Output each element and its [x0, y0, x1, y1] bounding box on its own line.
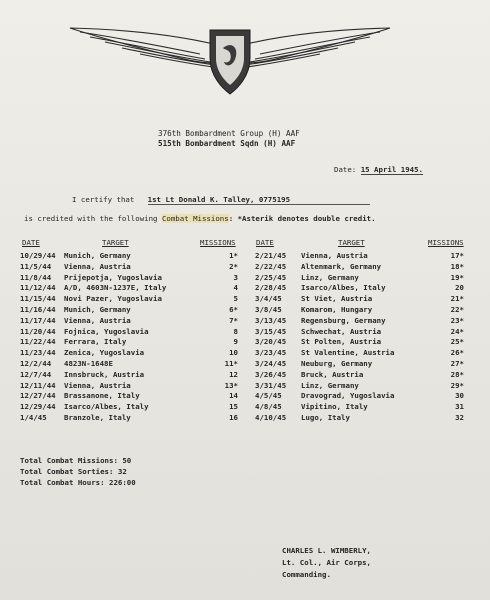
- mission-number: 11*: [224, 358, 238, 368]
- officer-name: 1st Lt Donald K. Talley, 0775195: [148, 195, 370, 205]
- mission-date: 10/29/44: [20, 251, 56, 260]
- mission-date: 11/22/44: [20, 337, 56, 347]
- mission-date: 3/26/45: [255, 369, 287, 379]
- mission-target: Vipitino, Italy: [301, 402, 368, 412]
- mission-number: 2*: [229, 261, 238, 271]
- mission-number: 25*: [450, 337, 464, 347]
- header-date: DATE: [22, 238, 40, 247]
- mission-target: 4823N-1648E: [64, 358, 113, 368]
- mission-target: Vienna, Austria: [64, 261, 131, 271]
- mission-number: 22*: [450, 304, 464, 314]
- mission-date: 11/12/44: [20, 283, 56, 293]
- credited-line: [24, 214, 376, 223]
- mission-target: Schwechat, Austria: [301, 326, 382, 336]
- mission-date: 2/21/45: [255, 251, 287, 260]
- signer-name: CHARLES L. WIMBERLY,: [282, 546, 371, 555]
- mission-target: Zenica, Yugoslavia: [64, 348, 145, 358]
- mission-date: 3/15/45: [255, 326, 287, 336]
- mission-target: Munich, Germany: [64, 251, 131, 260]
- mission-date: 12/27/44: [20, 391, 56, 401]
- mission-date: 12/7/44: [20, 369, 52, 379]
- mission-target: Isarco/Albes, Italy: [301, 283, 386, 293]
- mission-number: 5: [233, 294, 238, 304]
- mission-date: 11/23/44: [20, 348, 56, 358]
- mission-number: 27*: [450, 358, 464, 368]
- mission-number: 30: [455, 391, 464, 401]
- mission-number: 6*: [229, 304, 238, 314]
- mission-number: 17*: [450, 251, 464, 260]
- mission-date: 4/10/45: [255, 412, 287, 422]
- header-missions-2: MISSIONS: [428, 238, 464, 247]
- mission-number: 21*: [450, 294, 464, 304]
- mission-number: 14: [229, 391, 238, 401]
- mission-number: 12: [229, 369, 238, 379]
- credited-text: is credited with the following: [24, 214, 158, 223]
- signer-role: Commanding.: [282, 570, 331, 579]
- certify-prefix: I certify that: [72, 195, 135, 204]
- air-corps-wings-emblem: [60, 8, 400, 100]
- mission-target: Vienna, Austria: [64, 380, 131, 390]
- mission-target: Novi Pazer, Yugoslavia: [64, 294, 162, 304]
- mission-target: Munich, Germany: [64, 304, 131, 314]
- mission-target: Regensburg, Germany: [301, 315, 386, 325]
- mission-number: 9: [233, 337, 238, 347]
- mission-number: 13*: [224, 380, 238, 390]
- mission-date: 1/4/45: [20, 412, 47, 422]
- mission-date: 2/28/45: [255, 283, 287, 293]
- document-date: 15 April 1945.: [360, 165, 423, 174]
- date-label: Date:: [334, 165, 357, 174]
- mission-date: 3/20/45: [255, 337, 287, 347]
- mission-target: Fojnica, Yugoslavia: [64, 326, 149, 336]
- mission-date: 3/4/45: [255, 294, 282, 304]
- left-target-column: [64, 251, 222, 424]
- mission-target: Linz, Germany: [301, 272, 359, 282]
- mission-date: 11/15/44: [20, 294, 56, 304]
- mission-target: Ferrara, Italy: [64, 337, 127, 347]
- header-date-2: DATE: [256, 238, 274, 247]
- mission-date: 3/13/45: [255, 315, 287, 325]
- mission-number: 20: [455, 283, 464, 293]
- mission-date: 2/25/45: [255, 272, 287, 282]
- mission-target: Dravograd, Yugoslavia: [301, 391, 395, 401]
- mission-number: 4: [233, 283, 238, 293]
- mission-number: 24*: [450, 326, 464, 336]
- mission-number: 7*: [229, 315, 238, 325]
- mission-target: Lugo, Italy: [301, 412, 350, 422]
- mission-number: 1*: [229, 251, 238, 260]
- mission-target: Brassanone, Italy: [64, 391, 140, 401]
- squadron-heading: 515th Bombardment Sqdn (H) AAF: [158, 139, 296, 148]
- mission-target: Bruck, Austria: [301, 369, 364, 379]
- mission-number: 3: [233, 272, 238, 282]
- mission-target: Vienna, Austria: [301, 251, 368, 260]
- mission-number: 26*: [450, 348, 464, 358]
- mission-number: 10: [229, 348, 238, 358]
- asterisk-note: : *Asterik denotes double credit.: [228, 214, 376, 223]
- mission-target: Neuburg, Germany: [301, 358, 373, 368]
- mission-date: 11/5/44: [20, 261, 52, 271]
- right-target-column: [301, 251, 441, 424]
- mission-number: 15: [229, 402, 238, 412]
- mission-date: 3/31/45: [255, 380, 287, 390]
- mission-number: 18*: [450, 261, 464, 271]
- mission-target: St Valentine, Austria: [301, 348, 395, 358]
- left-mission-number-column: [218, 251, 238, 424]
- mission-date: 11/17/44: [20, 315, 56, 325]
- mission-date: 3/24/45: [255, 358, 287, 368]
- mission-target: Prijepotja, Yugoslavia: [64, 272, 162, 282]
- mission-target: Komarom, Hungary: [301, 304, 373, 314]
- mission-target: Isarco/Albes, Italy: [64, 402, 149, 412]
- mission-date: 4/5/45: [255, 391, 282, 401]
- mission-date: 12/11/44: [20, 380, 56, 390]
- header-target: TARGET: [102, 238, 129, 247]
- mission-date: 3/8/45: [255, 304, 282, 314]
- signer-title: Lt. Col., Air Corps,: [282, 558, 371, 567]
- date-line: [334, 165, 423, 174]
- mission-date: 12/2/44: [20, 358, 52, 368]
- certify-line: [72, 195, 370, 204]
- right-mission-number-column: [440, 251, 464, 424]
- combat-missions-highlight: Combat Missions: [161, 214, 229, 223]
- mission-target: Linz, Germany: [301, 380, 359, 390]
- mission-number: 28*: [450, 369, 464, 379]
- mission-number: 23*: [450, 315, 464, 325]
- mission-number: 8: [233, 326, 238, 336]
- mission-date: 11/16/44: [20, 304, 56, 314]
- mission-number: 31: [455, 402, 464, 412]
- mission-number: 32: [455, 412, 464, 422]
- total-combat-sorties: Total Combat Sorties: 32: [20, 467, 127, 476]
- mission-target: Innsbruck, Austria: [64, 369, 145, 379]
- mission-date: 11/8/44: [20, 272, 52, 282]
- right-date-column: [255, 251, 305, 424]
- mission-date: 2/22/45: [255, 261, 287, 271]
- mission-date: 11/20/44: [20, 326, 56, 336]
- header-target-2: TARGET: [338, 238, 365, 247]
- total-combat-missions: Total Combat Missions: 50: [20, 456, 132, 465]
- total-combat-hours: Total Combat Hours: 226:00: [20, 478, 136, 487]
- mission-target: Branzole, Italy: [64, 412, 131, 422]
- mission-target: St Viet, Austria: [301, 294, 373, 304]
- mission-number: 19*: [450, 272, 464, 282]
- mission-date: 4/8/45: [255, 402, 282, 412]
- group-heading: 376th Bombardment Group (H) AAF: [158, 129, 300, 138]
- mission-target: A/D, 4603N-1237E, Italy: [64, 283, 167, 293]
- mission-number: 16: [229, 412, 238, 422]
- mission-target: Altenmark, Germany: [301, 261, 382, 271]
- mission-target: St Polten, Austria: [301, 337, 382, 347]
- mission-target: Vienna, Austria: [64, 315, 131, 325]
- mission-date: 12/29/44: [20, 402, 56, 412]
- mission-date: 3/23/45: [255, 348, 287, 358]
- header-missions: MISSIONS: [200, 238, 236, 247]
- mission-number: 29*: [450, 380, 464, 390]
